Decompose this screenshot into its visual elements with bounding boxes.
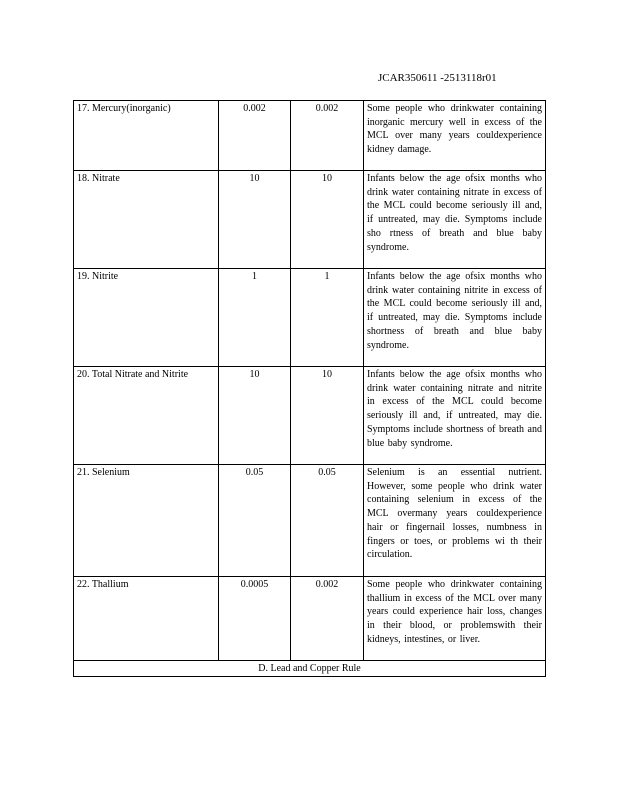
contaminant-name: 19. Nitrite: [74, 269, 219, 367]
health-effects: Infants below the age ofsix months who drink water containing nitrite in excess of the MCL could become seriously ill and, if untreated, may die. Symptoms include shortness of breath and blue baby syndrome.: [364, 269, 546, 367]
mclg-value: 0.002: [219, 101, 291, 171]
table-row: [74, 171, 546, 269]
section-heading: D. Lead and Copper Rule: [74, 661, 546, 677]
table-row: [74, 577, 546, 661]
contaminant-name: 17. Mercury(inorganic): [74, 101, 219, 171]
health-effects: Some people who drinkwater containing thallium in excess of the MCL over many years could experience hair loss, changes in their blood, or problemswith their kidneys, intestines, or liver.: [364, 577, 546, 661]
mcl-value: 10: [291, 171, 364, 269]
health-effects: Infants below the age ofsix months who drink water containing nitrate in excess of the MCL could become seriously ill and, if untreated, may die. Symptoms include sho rtness of breath and blue baby syndrome.: [364, 171, 546, 269]
mclg-value: 0.0005: [219, 577, 291, 661]
contaminant-table: [73, 100, 546, 677]
mcl-value: 10: [291, 367, 364, 465]
mcl-value: 0.05: [291, 465, 364, 577]
mclg-value: 10: [219, 171, 291, 269]
contaminant-name: 22. Thallium: [74, 577, 219, 661]
mcl-value: 1: [291, 269, 364, 367]
table-row: [74, 269, 546, 367]
health-effects: Infants below the age ofsix months who drink water containing nitrate and nitrite in excess of the MCL could become seriously ill and, if untreated, may die. Symptoms include shortness of breath and blue baby syndrome.: [364, 367, 546, 465]
mcl-value: 0.002: [291, 101, 364, 171]
table-row: [74, 101, 546, 171]
mclg-value: 1: [219, 269, 291, 367]
contaminant-name: 21. Selenium: [74, 465, 219, 577]
section-footer-row: [74, 661, 546, 677]
document-code: JCAR350611 -2513118r01: [378, 72, 497, 84]
mclg-value: 0.05: [219, 465, 291, 577]
health-effects: Selenium is an essential nutrient. However, some people who drink water containing selenium in excess of the MCL overmany years couldexperience hair or fingernail losses, numbness in fingers or toes, or problems wi th their circulation.: [364, 465, 546, 577]
health-effects: Some people who drinkwater containing inorganic mercury well in excess of the MCL over many years couldexperience kidney damage.: [364, 101, 546, 171]
mclg-value: 10: [219, 367, 291, 465]
contaminant-name: 20. Total Nitrate and Nitrite: [74, 367, 219, 465]
contaminant-name: 18. Nitrate: [74, 171, 219, 269]
table-row: [74, 465, 546, 577]
table-row: [74, 367, 546, 465]
mcl-value: 0.002: [291, 577, 364, 661]
